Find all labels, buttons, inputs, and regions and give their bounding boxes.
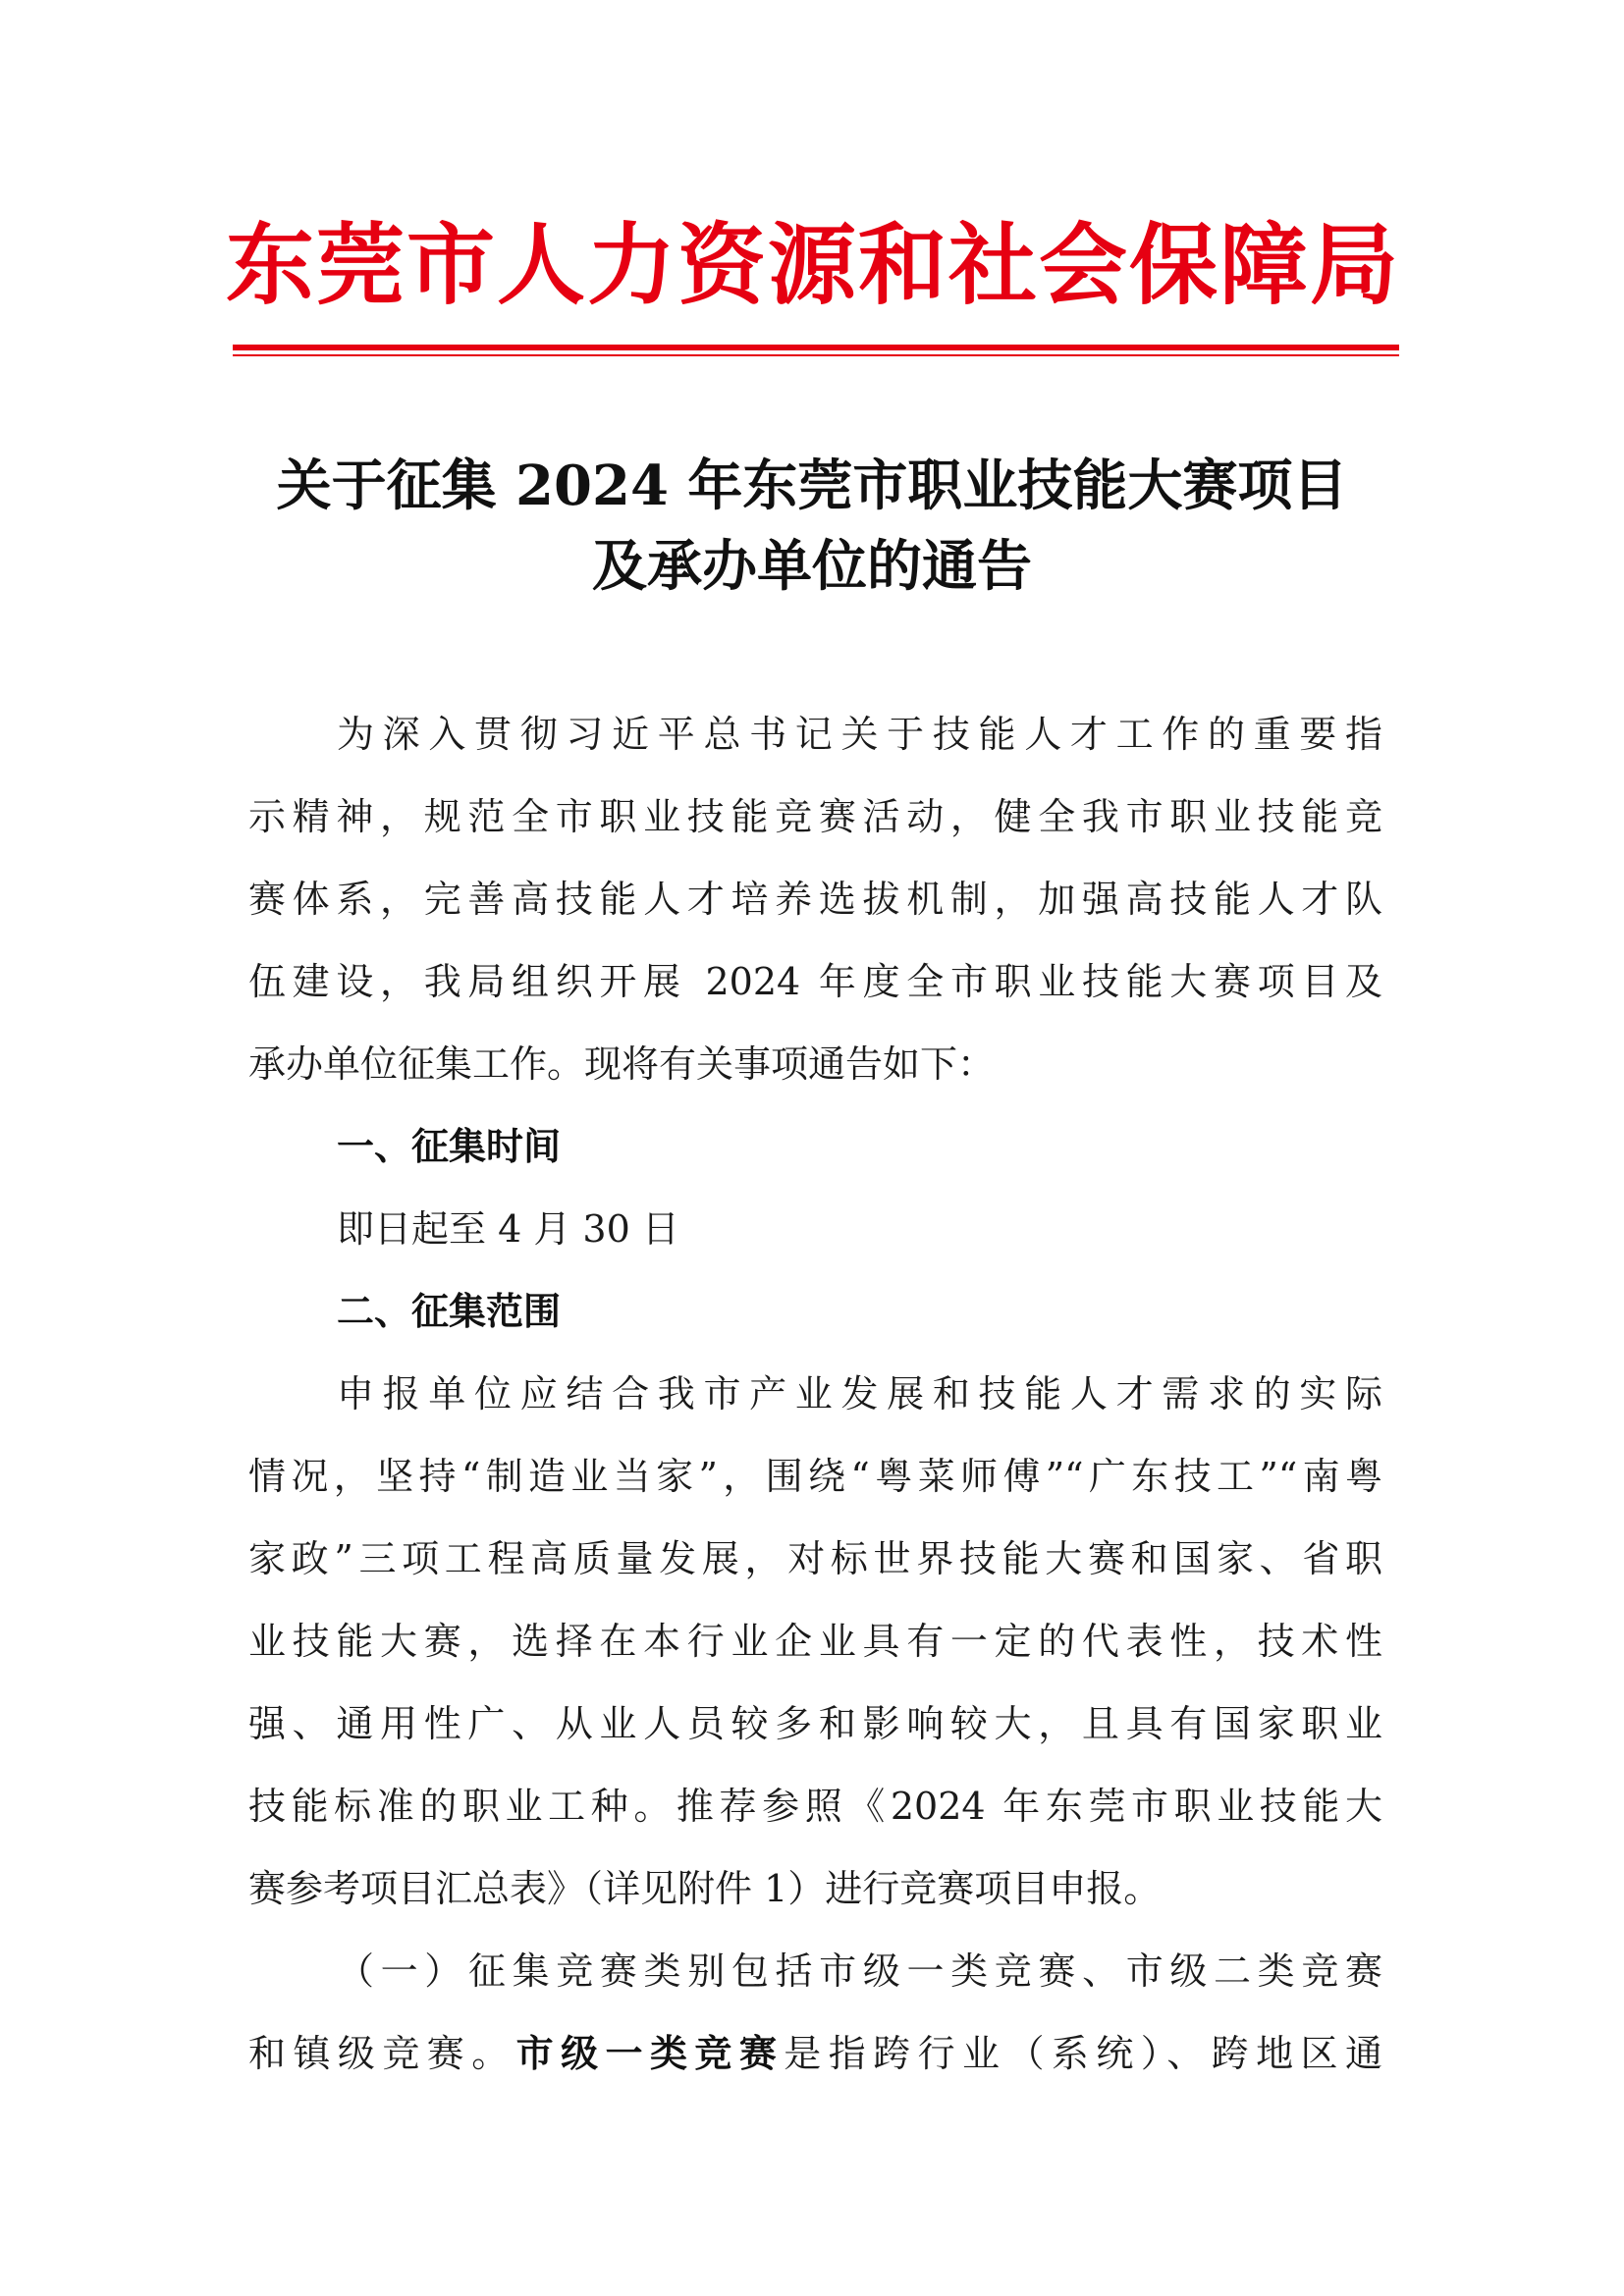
section-heading-collection-scope: 二、征集范围 bbox=[337, 1290, 562, 1333]
competition-category-prefix: 和镇级竞赛。 bbox=[248, 2032, 516, 2075]
scope-paragraph-line: 技能标准的职业工种。推荐参照《2024 年东莞市职业技能大 bbox=[248, 1785, 1382, 1828]
intro-line: 示精神，规范全市职业技能竞赛活动，健全我市职业技能竞 bbox=[248, 795, 1382, 838]
document-title-line-2: 及承办单位的通告 bbox=[592, 534, 1032, 599]
masthead-divider-thick bbox=[233, 345, 1399, 350]
intro-line: 为深入贯彻习近平总书记关于技能人才工作的重要指 bbox=[337, 713, 1382, 756]
document-title-line-1: 关于征集 2024 年东莞市职业技能大赛项目 bbox=[276, 454, 1348, 518]
city-class-one-term: 市级一类竞赛 bbox=[515, 2032, 785, 2075]
competition-category-line bbox=[248, 2012, 1382, 2095]
scope-paragraph-line: 赛参考项目汇总表》（详见附件 1）进行竞赛项目申报。 bbox=[248, 1867, 1162, 1910]
competition-category-line: （一）征集竞赛类别包括市级一类竞赛、市级二类竞赛 bbox=[337, 1949, 1382, 1993]
scope-paragraph-line: 强、通用性广、从业人员较多和影响较大，且具有国家职业 bbox=[248, 1702, 1382, 1745]
collection-time-text: 即日起至 4 月 30 日 bbox=[337, 1207, 679, 1251]
scope-paragraph-line: 情况，坚持“制造业当家”，围绕“粤菜师傅”“广东技工”“南粤 bbox=[248, 1455, 1382, 1498]
intro-line: 赛体系，完善高技能人才培养选拔机制，加强高技能人才队 bbox=[248, 878, 1382, 921]
section-heading-collection-time: 一、征集时间 bbox=[337, 1125, 562, 1168]
issuing-authority-masthead: 东莞市人力资源和社会保障局 bbox=[226, 213, 1400, 317]
competition-category-suffix: 是指跨行业（系统）、跨地区通 bbox=[784, 2032, 1382, 2075]
masthead-divider-thin bbox=[233, 354, 1399, 356]
scope-paragraph-line: 家政”三项工程高质量发展，对标世界技能大赛和国家、省职 bbox=[248, 1537, 1382, 1580]
intro-line: 承办单位征集工作。现将有关事项通告如下： bbox=[248, 1042, 996, 1086]
intro-line: 伍建设，我局组织开展 2024 年度全市职业技能大赛项目及 bbox=[248, 960, 1382, 1003]
scope-paragraph-line: 业技能大赛，选择在本行业企业具有一定的代表性，技术性 bbox=[248, 1620, 1382, 1663]
scope-paragraph-line: 申报单位应结合我市产业发展和技能人才需求的实际 bbox=[337, 1372, 1382, 1415]
